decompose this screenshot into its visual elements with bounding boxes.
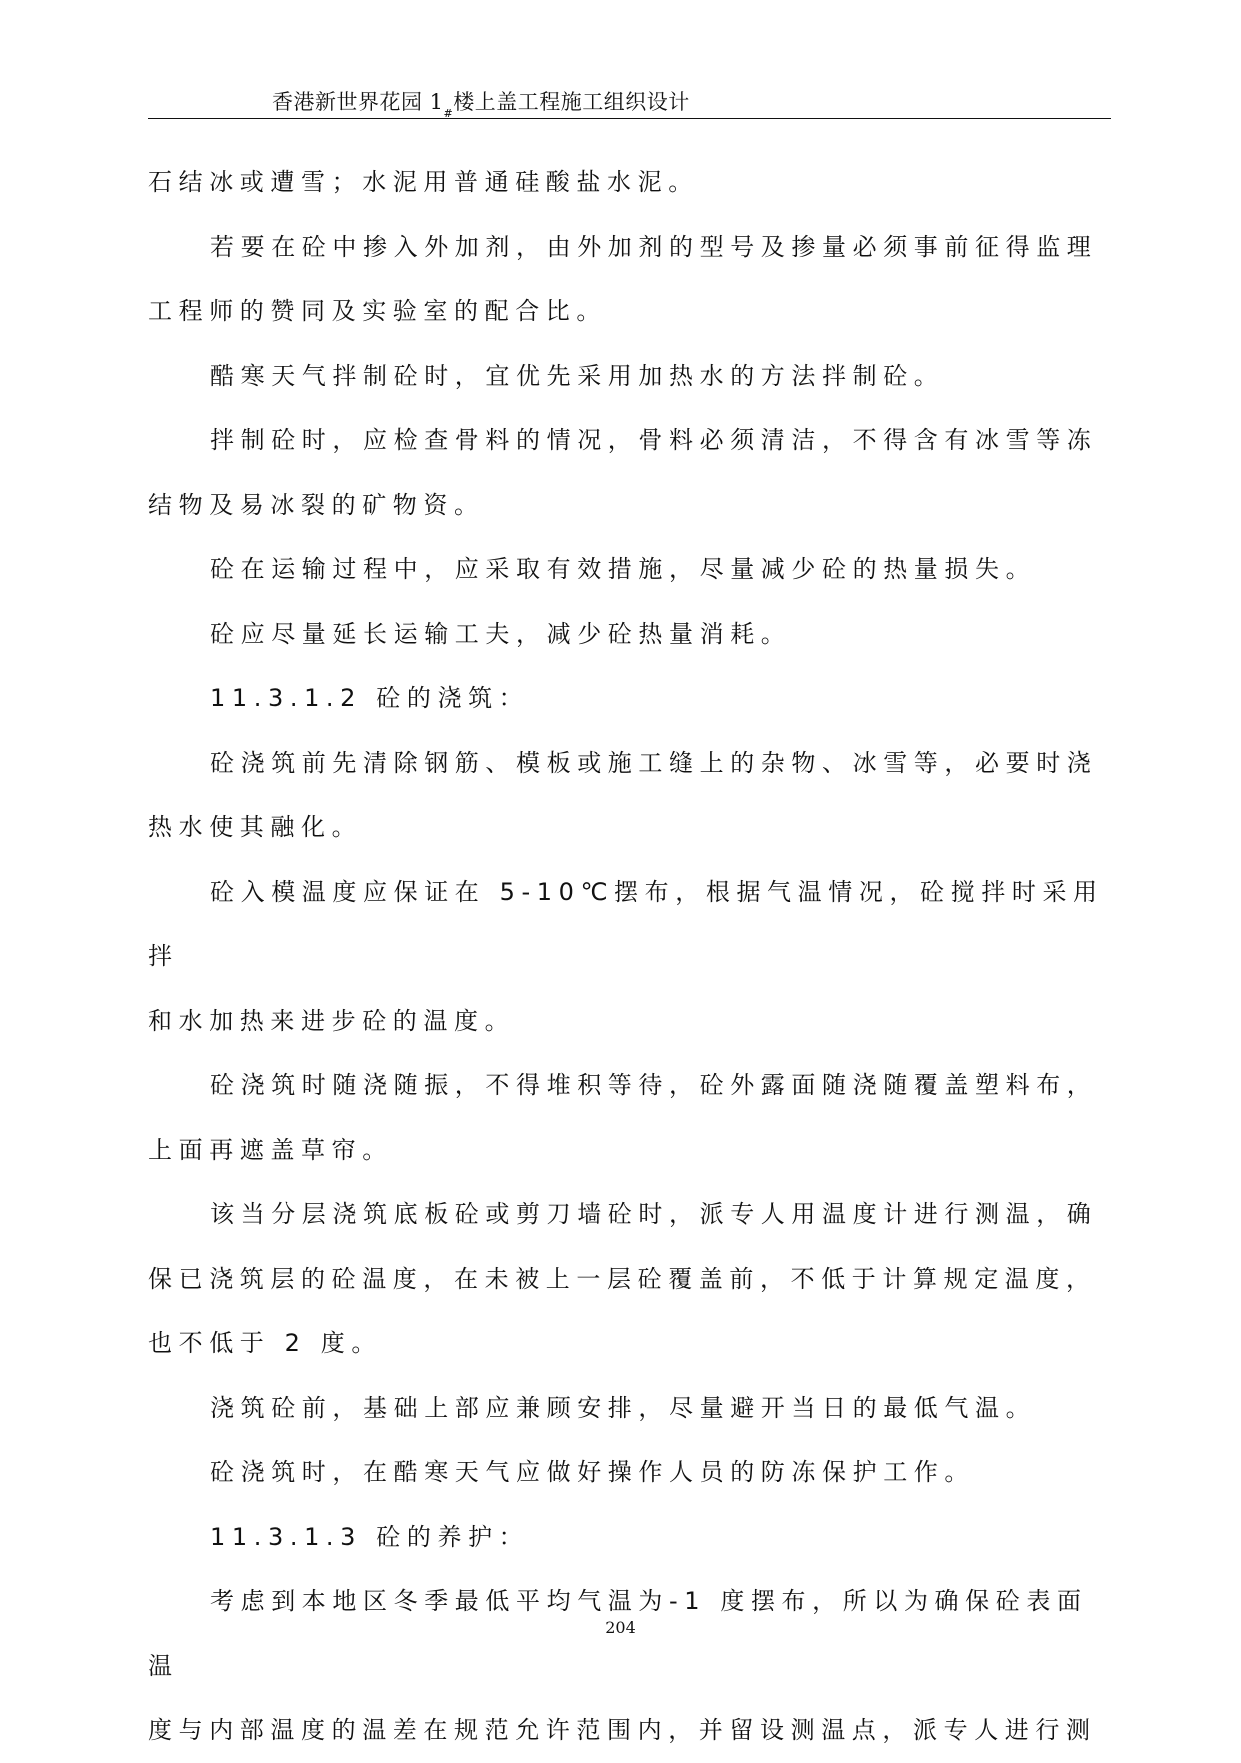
text-line: 若要在砼中掺入外加剂，由外加剂的型号及掺量必须事前征得监理 (210, 232, 1098, 261)
text-line: 热水使其融化。 (148, 813, 363, 841)
header-rule (148, 118, 1111, 119)
text-line: 该当分层浇筑底板砼或剪刀墙砼时，派专人用温度计进行测温，确 (210, 1200, 1098, 1228)
text-line: 砼在运输过程中，应采取有效措施，尽量减少砼的热量损失。 (210, 555, 1037, 583)
page-header: 香港新世界花园 1 # 楼上盖工程施工组织设计 (148, 86, 1110, 116)
text-line: 保已浇筑层的砼温度，在未被上一层砼覆盖前，不低于计算规定温度， (148, 1264, 1097, 1293)
text-line: 砼浇筑时，在酷寒天气应做好操作人员的防冻保护工作。 (210, 1458, 975, 1486)
text-line: 和水加热来进步砼的温度。 (148, 1006, 516, 1035)
text-line: 砼入模温度应保证在 5-10℃摆布，根据气温情况，砼搅拌时采用拌 (148, 877, 1104, 970)
text-line: 砼浇筑时随浇随振，不得堆积等待，砼外露面随浇随覆盖塑料布， (210, 1071, 1098, 1099)
text-line: 浇筑砼前，基础上部应兼顾安排，尽量避开当日的最低气温。 (210, 1393, 1037, 1422)
text-line: 拌制砼时，应检查骨料的情况，骨料必须清洁，不得含有冰雪等冻 (210, 426, 1098, 454)
text-line: 砼应尽量延长运输工夫，减少砼热量消耗。 (210, 619, 792, 648)
text-line: 度与内部温度的温差在规范允许范围内，并留设测温点，派专人进行测 (148, 1716, 1097, 1744)
text-line: 上面再遮盖草帘。 (148, 1135, 393, 1164)
section-heading: 11.3.1.2 砼的浇筑： (210, 684, 530, 712)
text-line: 工程师的赞同及实验室的配合比。 (148, 297, 607, 325)
text-line: 石结冰或遭雪；水泥用普通硅酸盐水泥。 (148, 168, 699, 196)
header-title-part1: 香港新世界花园 1 (272, 90, 444, 114)
text-line: 也不低于 2 度。 (148, 1329, 382, 1357)
header-title-part2: 楼上盖工程施工组织设计 (453, 90, 690, 114)
section-heading: 11.3.1.3 砼的养护： (210, 1522, 530, 1551)
text-line: 考虑到本地区冬季最低平均气温为-1 度摆布，所以为确保砼表面温 (148, 1587, 1088, 1680)
text-line: 结物及易冰裂的矿物资。 (148, 490, 485, 519)
text-line: 酷寒天气拌制砼时，宜优先采用加热水的方法拌制砼。 (210, 361, 945, 390)
page-number: 204 (605, 1618, 636, 1637)
text-line: 砼浇筑前先清除钢筋、模板或施工缝上的杂物、冰雪等，必要时浇 (210, 748, 1098, 777)
body-text (148, 150, 1111, 1763)
